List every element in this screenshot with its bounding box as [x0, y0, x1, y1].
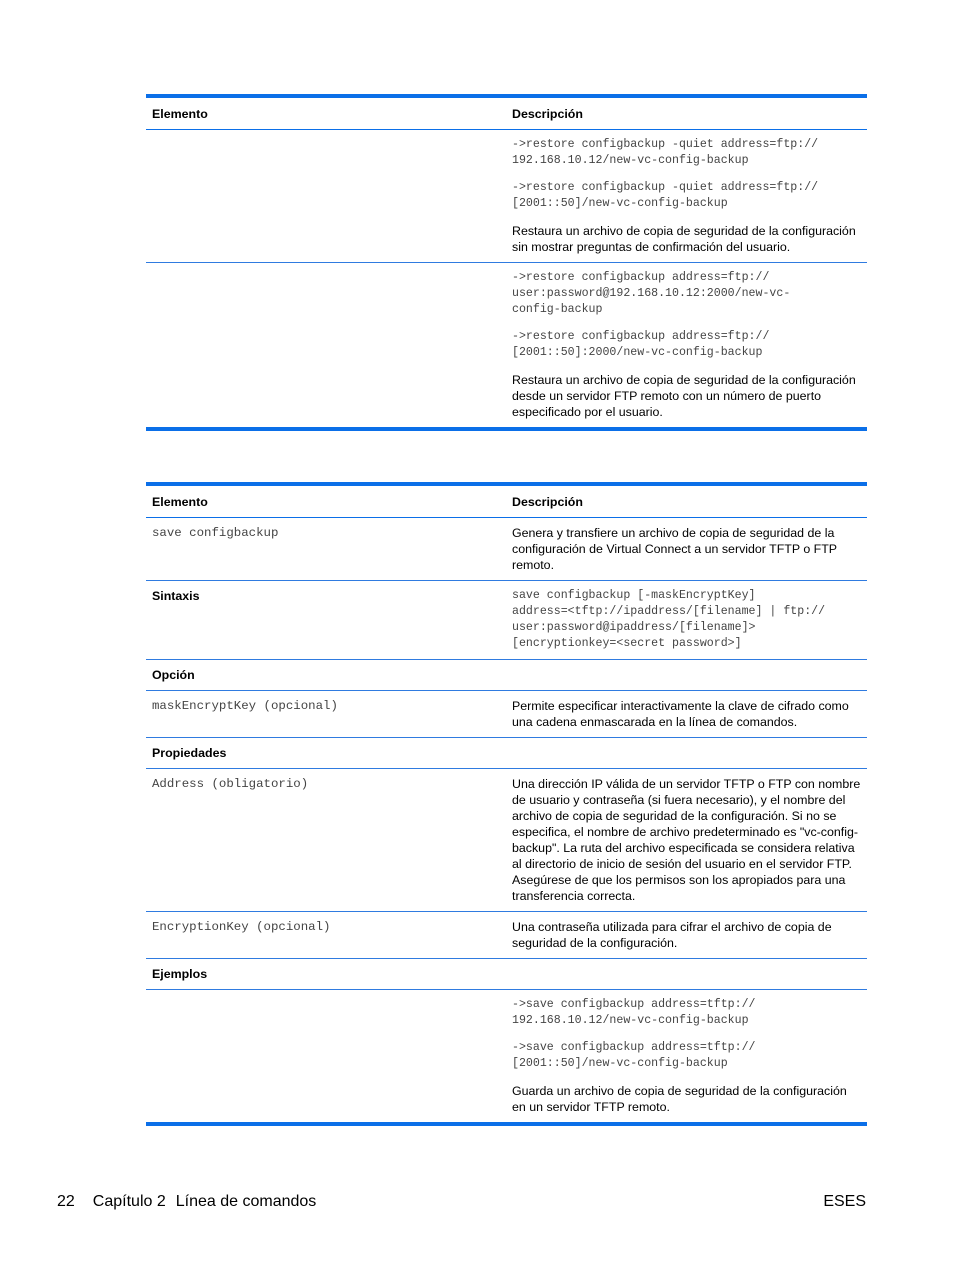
- description-cell: [506, 263, 867, 430]
- description-cell: [506, 990, 867, 1125]
- row-save-configbackup: [146, 518, 867, 581]
- description-text: Una contraseña utilizada para cifrar el archivo de copia de seguridad de la configuración.: [512, 920, 832, 950]
- element-cell: Opción: [146, 660, 506, 691]
- page-footer-left: [57, 1192, 316, 1212]
- description-cell: [506, 738, 867, 769]
- element-cell: maskEncryptKey (opcional): [146, 691, 506, 738]
- table-row: [146, 130, 867, 263]
- element-cell: [146, 990, 506, 1125]
- chapter-label: Capítulo 2: [92, 1193, 166, 1210]
- chapter-title: Línea de comandos: [175, 1193, 317, 1210]
- header-descripcion: Descripción: [506, 484, 867, 518]
- code-example: ->restore configbackup -quiet address=ftp:// [2001::50]/new-vc-config-backup: [512, 181, 819, 210]
- description-cell: [506, 691, 867, 738]
- code-example: save configbackup [-maskEncryptKey] address=<tftp://ipaddress/[filename] | ftp:// user:password@ipaddress/[filename]> [encryptionkey=<secret password>]: [512, 589, 826, 650]
- description-text: Una dirección IP válida de un servidor TFTP o FTP con nombre de usuario y contraseña (si fuera necesario), y el nombre del archivo de copia de seguridad de la configuración. Si no se especifica, el nombre de archivo predeterminado es "vc-config-backup". La ruta del archivo especificada se considera relativa al directorio de inicio de sesión del usuario en el servidor FTP. Asegúrese de que los permisos son los apropiados para una transferencia correcta.: [512, 777, 861, 903]
- row-ejemplos: [146, 959, 867, 990]
- description-text: Restaura un archivo de copia de seguridad de la configuración sin mostrar preguntas de confirmación del usuario.: [512, 224, 856, 254]
- description-cell: [506, 769, 867, 912]
- code-example: ->restore configbackup address=ftp:// [2001::50]:2000/new-vc-config-backup: [512, 330, 770, 359]
- description-cell: [506, 518, 867, 581]
- code-example: ->restore configbackup -quiet address=ftp:// 192.168.10.12/new-vc-config-backup: [512, 138, 819, 167]
- table-row: [146, 263, 867, 430]
- element-cell: Propiedades: [146, 738, 506, 769]
- description-cell: [506, 959, 867, 990]
- row-encryptionkey: [146, 912, 867, 959]
- description-text: Restaura un archivo de copia de seguridad de la configuración desde un servidor FTP remoto con un número de puerto especificado por el usuario.: [512, 373, 856, 419]
- description-cell: [506, 660, 867, 691]
- code-example: ->restore configbackup address=ftp:// user:password@192.168.10.12:2000/new-vc- config-backup: [512, 271, 791, 316]
- description-cell: [506, 130, 867, 263]
- element-cell: [146, 263, 506, 430]
- element-cell: Sintaxis: [146, 581, 506, 660]
- code-example: ->save configbackup address=tftp:// 192.168.10.12/new-vc-config-backup: [512, 998, 756, 1027]
- header-descripcion: Descripción: [506, 96, 867, 130]
- row-maskencryptkey: [146, 691, 867, 738]
- restore-examples-table: [146, 94, 867, 431]
- description-cell: [506, 581, 867, 660]
- header-elemento: Elemento: [146, 484, 506, 518]
- row-propiedades: [146, 738, 867, 769]
- header-elemento: Elemento: [146, 96, 506, 130]
- row-opcion: [146, 660, 867, 691]
- table-header-row: [146, 484, 867, 518]
- save-configbackup-table: [146, 482, 867, 1126]
- element-cell: save configbackup: [146, 518, 506, 581]
- description-text: Genera y transfiere un archivo de copia de seguridad de la configuración de Virtual Connect a un servidor TFTP o FTP remoto.: [512, 526, 837, 572]
- element-cell: [146, 130, 506, 263]
- row-example: [146, 990, 867, 1125]
- page-number: 22: [57, 1193, 75, 1210]
- description-cell: [506, 912, 867, 959]
- description-text: Permite especificar interactivamente la clave de cifrado como una cadena enmascarada en la línea de comandos.: [512, 699, 849, 729]
- description-text: Guarda un archivo de copia de seguridad de la configuración en un servidor TFTP remoto.: [512, 1084, 847, 1114]
- element-cell: Ejemplos: [146, 959, 506, 990]
- row-address: [146, 769, 867, 912]
- row-sintaxis: [146, 581, 867, 660]
- page-footer-locale: ESES: [823, 1193, 866, 1210]
- element-cell: Address (obligatorio): [146, 769, 506, 912]
- table-header-row: [146, 96, 867, 130]
- element-cell: EncryptionKey (opcional): [146, 912, 506, 959]
- code-example: ->save configbackup address=tftp:// [2001::50]/new-vc-config-backup: [512, 1041, 756, 1070]
